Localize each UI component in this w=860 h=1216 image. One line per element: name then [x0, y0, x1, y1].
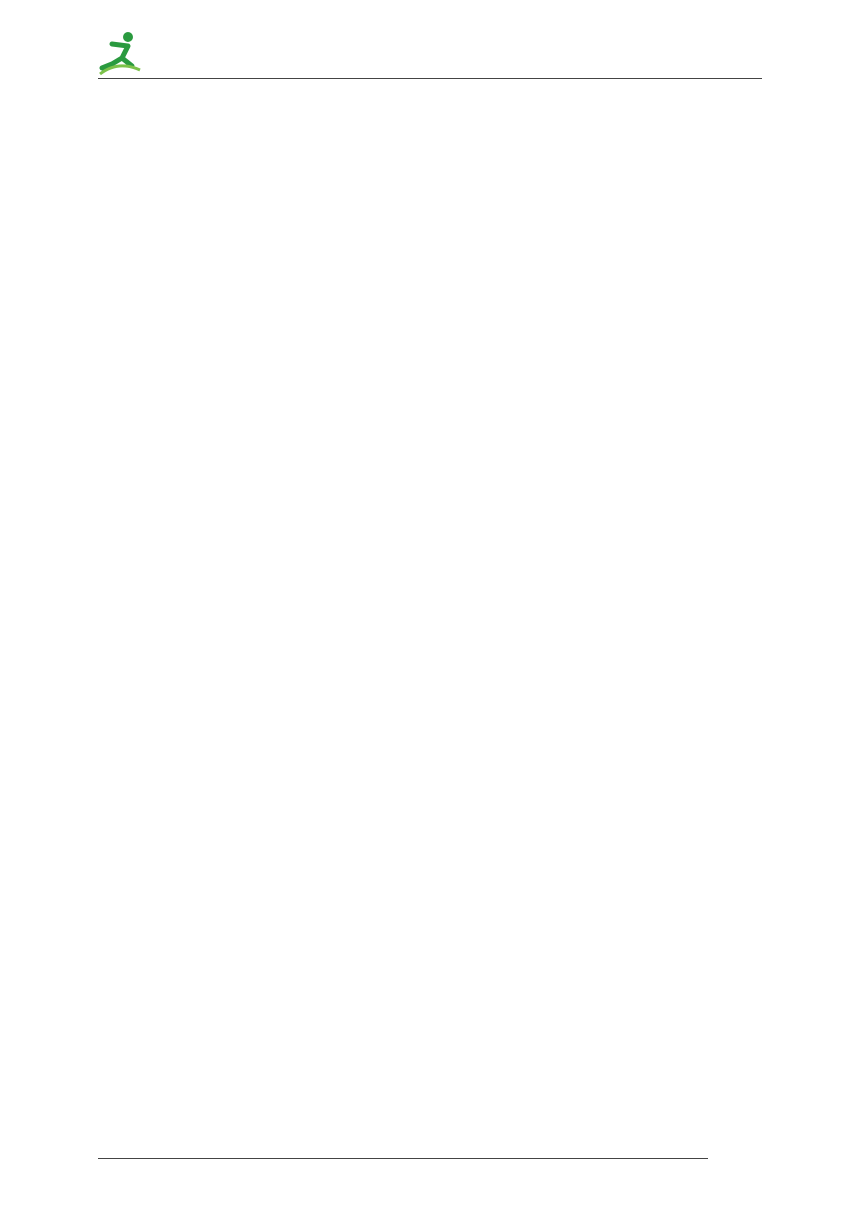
page-header — [0, 0, 860, 80]
watermark — [70, 330, 830, 910]
runner-logo-icon — [98, 30, 142, 76]
site-logo[interactable] — [98, 30, 278, 80]
footer-divider — [98, 1158, 708, 1159]
header-divider — [98, 78, 762, 79]
